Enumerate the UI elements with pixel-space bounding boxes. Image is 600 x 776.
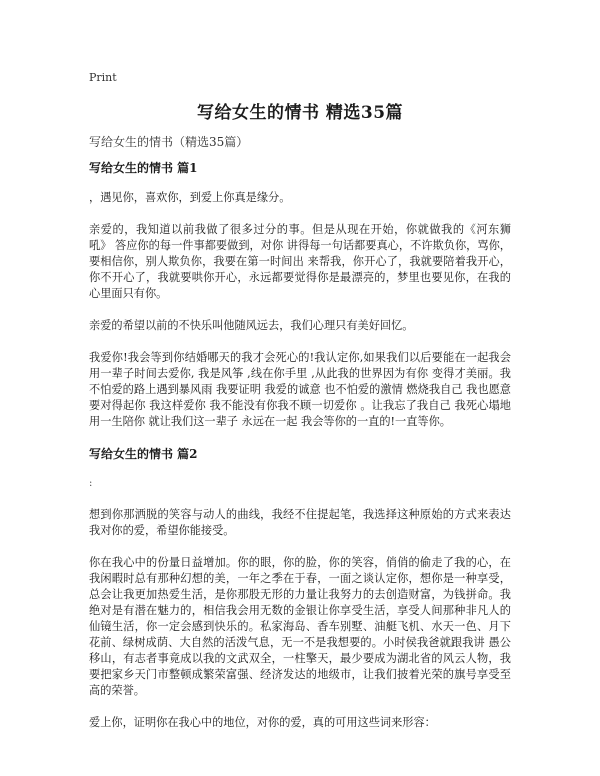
paragraph: :	[89, 478, 93, 489]
document-subtitle: 写给女生的情书（精选35篇）	[89, 135, 249, 149]
paragraph: 爱上你，证明你在我心中的地位，对你的爱，真的可用这些词来形容：	[89, 716, 436, 729]
section-heading-1: 写给女生的情书 篇1	[89, 161, 198, 175]
paragraph: 想到你那洒脱的笑容与动人的曲线，我经不住提起笔，我选择这种原始的方式来表达我对你的爱，希望你能接受。	[89, 508, 511, 537]
paragraph: 你在我心中的份量日益增加。你的眼，你的脸，你的笑容，俏俏的偷走了我的心，在我闲暇时总有那种幻想的美，一年之季在于春，一面之谈认定你，想你是一种享受，总会让我更加热爱生活，是你那股无形的力量让我努力的去创造财富，为钱拼命。我绝对是有潜在魅力的，相信我会用无数的金银让你享受生活，享受人间那种非凡人的仙镜生活，你一定会感到快乐的。私家海岛、香车别墅、油艇飞机、水天一色、月下花前、绿树成荫、大自然的活泼气息，无一不是我想要的。小时侯我爸就跟我讲 愚公移山，有志者事竟成以我的文武双全，一柱擎天，最少要成为湖北省的风云人物，我要把家乡天门市整顿成繁荣富强、经济发达的地级市，让我们披着光荣的旗号享受至高的荣誉。	[89, 556, 511, 697]
section-heading-2: 写给女生的情书 篇2	[89, 447, 198, 461]
page-title: 写给女生的情书 精选35篇	[196, 103, 404, 123]
paragraph: 亲爱的希望以前的不快乐叫他随风远去，我们心理只有美好回忆。	[89, 319, 414, 332]
print-label[interactable]: Print	[89, 71, 117, 84]
paragraph: ，遇见你，喜欢你，到爱上你真是缘分。	[89, 191, 291, 204]
paragraph: 亲爱的，我知道以前我做了很多过分的事。但是从现在开始，你就做我的《河东狮吼》 答应你的每一件事都要做到，对你 讲得每一句话都要真心，不许欺负你，骂你，要相信你，别人欺负你，我要在第一时间出 来帮我，你开心了，我就要陪着我开心，你不开心了，我就要哄你开心，永远都要觉得你是最漂亮的，梦里也要见你，在我的心里面只有你。	[89, 223, 511, 300]
document-content	[89, 160, 511, 747]
paragraph: 我爱你!我会等到你结婚哪天的我才会死心的!我认定你,如果我们以后要能在一起我会用一辈子时间去爱你, 我是风筝 ,线在你手里 ,从此我的世界因为有你 变得才美丽。我不怕爱的路上遇到暴风雨 我要证明 我爱的诚意 也不怕爱的激情 燃烧我自己 我也愿意 要对得起你 我这样爱你 我不能没有你我不顾一切爱你 。让我忘了我自己 我死心塌地 用一生陪你 就让我们这一辈子 永远在一起 我会等你的一直的!一直等你。	[89, 351, 511, 428]
